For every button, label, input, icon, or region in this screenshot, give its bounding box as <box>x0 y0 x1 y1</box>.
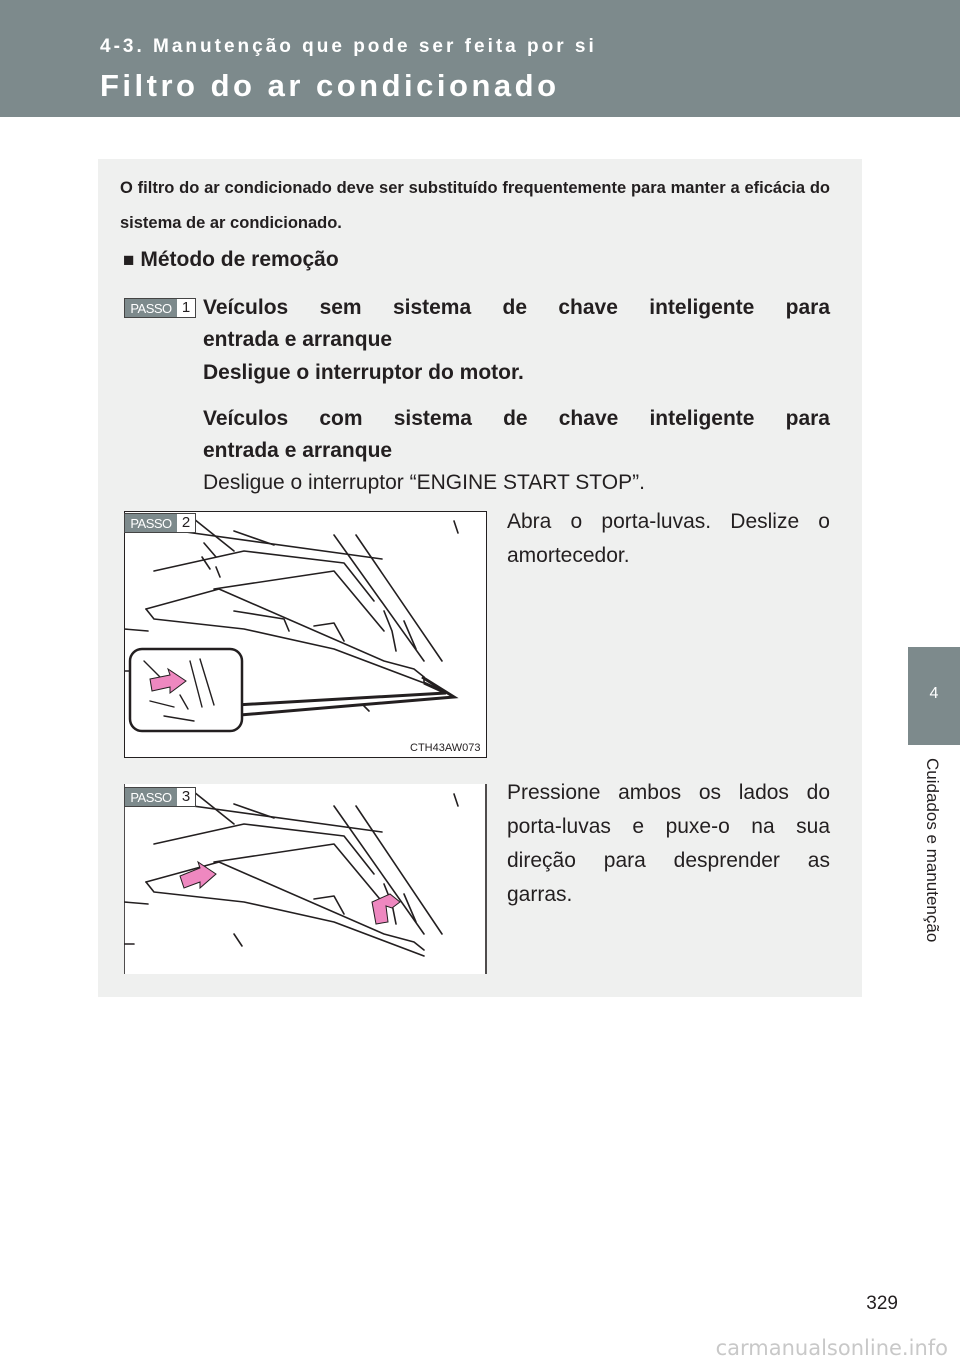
page-header <box>0 0 960 117</box>
watermark: carmanualsonline.info <box>715 1336 948 1360</box>
page-number: 329 <box>866 1293 898 1314</box>
chapter-label: Cuidados e manutenção <box>923 758 942 943</box>
section-title: Método de remoção <box>140 248 339 271</box>
step-badge-label: PASSO <box>125 299 177 317</box>
step-2-figure <box>124 511 487 758</box>
step-3-figure <box>124 784 487 974</box>
square-bullet-icon: ■ <box>123 250 135 271</box>
step-badge-number: 2 <box>181 514 191 531</box>
section-subtitle: 4-3. Manutenção que pode ser feita por si <box>100 36 597 57</box>
step-3-badge <box>124 787 196 807</box>
step-1-variant1-line2: entrada e arranque <box>203 328 393 351</box>
step-badge-label: PASSO <box>125 514 177 532</box>
step-3-text: Pressione ambos os lados do porta-luvas e puxe-o na sua direção para desprender as garras. <box>507 781 830 906</box>
figure-code: CTH43AW073 <box>410 742 481 754</box>
step-1-variant2-line2: entrada e arranque <box>203 439 393 462</box>
step-1-variant2-action: Desligue o interruptor “ENGINE START STOP”. <box>203 471 645 494</box>
intro-paragraph: O filtro do ar condicionado deve ser substituído frequentemente para manter a eficácia do sistema de ar condicionado. <box>120 179 830 232</box>
chapter-tab <box>908 647 960 745</box>
step-badge-label: PASSO <box>125 788 177 806</box>
step-1-badge <box>124 298 196 318</box>
step-1-variant1-line1: Veículos sem sistema de chave inteligente para <box>203 296 830 319</box>
step-1-variant1-action: Desligue o interruptor do motor. <box>203 361 524 384</box>
section-heading <box>123 248 339 272</box>
step-2-badge <box>124 513 196 533</box>
step-1-variant2-line1: Veículos com sistema de chave inteligente para <box>203 407 830 430</box>
step-badge-number: 3 <box>181 788 191 805</box>
chapter-number: 4 <box>929 685 939 702</box>
step-badge-number: 1 <box>181 299 191 316</box>
page-title: Filtro do ar condicionado <box>100 68 560 103</box>
step-2-text: Abra o porta-luvas. Deslize o amortecedor. <box>507 510 830 567</box>
